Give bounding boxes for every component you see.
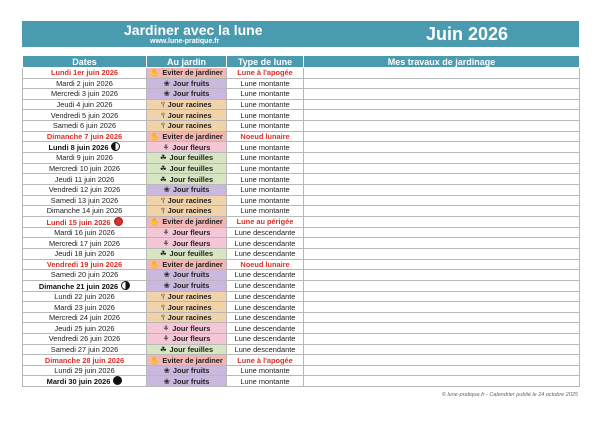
moon-type-label: Lune descendante (234, 344, 296, 354)
hand-icon: ✋ (150, 217, 160, 227)
table-row (23, 120, 580, 131)
table-row (23, 312, 580, 323)
garden-label: Jour fruits (172, 270, 210, 280)
moon-type-label: Lune descendante (234, 228, 296, 238)
moon-type-label: Lune montante (240, 121, 290, 131)
garden-label: Jour fruits (172, 78, 210, 88)
moon-type-label: Noeud lunaire (240, 131, 290, 141)
date-cell (23, 206, 147, 217)
date-label: Vendredi 5 juin 2026 (50, 110, 119, 120)
date-cell (23, 153, 147, 164)
date-label: Samedi 27 juin 2026 (50, 344, 119, 354)
table-row (23, 195, 580, 206)
date-label: Vendredi 19 juin 2026 (46, 259, 123, 269)
date-label: Mercredi 17 juin 2026 (48, 238, 121, 248)
moon-type-label: Lune montante (240, 174, 290, 184)
date-label: Mardi 16 juin 2026 (54, 228, 115, 238)
table-row (23, 259, 580, 270)
date-cell (23, 323, 147, 334)
notes-cell[interactable] (304, 142, 580, 153)
notes-cell[interactable] (304, 365, 580, 376)
carrot-icon: ⫯ (161, 195, 165, 205)
leaf-icon: ☘ (159, 153, 167, 163)
carrot-icon: ⫯ (161, 121, 165, 131)
date-label: Lundi 15 juin 2026 (46, 217, 111, 227)
carrot-icon: ⫯ (161, 302, 165, 312)
garden-cell (147, 78, 227, 89)
table-row (23, 355, 580, 366)
table-header-row (23, 56, 580, 68)
garden-cell (147, 334, 227, 345)
grapes-icon: ❀ (163, 281, 170, 291)
garden-label: Jour racines (167, 121, 212, 131)
garden-cell (147, 238, 227, 249)
moon-type-cell (227, 120, 304, 131)
moon-type-cell (227, 99, 304, 110)
moon-type-cell (227, 334, 304, 345)
notes-cell[interactable] (304, 163, 580, 174)
hand-icon: ✋ (150, 68, 160, 78)
date-label: Mardi 9 juin 2026 (56, 153, 113, 163)
garden-label: Jour racines (167, 110, 212, 120)
garden-label: Jour fleurs (172, 228, 211, 238)
date-cell (23, 291, 147, 302)
table-row (23, 78, 580, 89)
notes-cell[interactable] (304, 68, 580, 79)
garden-label: Eviter de jardiner (162, 355, 223, 365)
hand-icon: ✋ (150, 131, 160, 141)
tulip-icon: ⚘ (162, 238, 170, 248)
date-label: Jeudi 25 juin 2026 (54, 323, 115, 333)
garden-label: Jour racines (167, 291, 212, 301)
page-title: Jardiner avec la lune (124, 22, 263, 38)
moon-type-cell (227, 344, 304, 355)
moon-type-cell (227, 110, 304, 121)
date-label: Vendredi 12 juin 2026 (48, 185, 121, 195)
notes-cell[interactable] (304, 216, 580, 227)
notes-cell[interactable] (304, 78, 580, 89)
notes-cell[interactable] (304, 355, 580, 366)
date-label: Dimanche 14 juin 2026 (46, 206, 123, 216)
moon-phase-icon (111, 142, 120, 151)
date-label: Vendredi 26 juin 2026 (48, 334, 121, 344)
garden-cell (147, 110, 227, 121)
table-row (23, 270, 580, 281)
garden-cell (147, 153, 227, 164)
garden-label: Eviter de jardiner (162, 259, 223, 269)
moon-type-cell (227, 195, 304, 206)
footer-note: © lune-pratique.fr - Calendrier publié le 24 octobre 2025 (441, 392, 578, 398)
garden-cell (147, 184, 227, 195)
notes-cell[interactable] (304, 323, 580, 334)
moon-phase-icon (114, 217, 123, 226)
garden-label: Jour racines (167, 302, 212, 312)
grapes-icon: ❀ (163, 270, 170, 280)
garden-label: Jour feuilles (169, 174, 214, 184)
moon-type-label: Lune montante (240, 78, 290, 88)
table-row (23, 227, 580, 238)
table-row (23, 302, 580, 313)
moon-type-label: Lune montante (240, 195, 290, 205)
garden-cell (147, 365, 227, 376)
garden-cell (147, 291, 227, 302)
moon-type-label: Lune montante (240, 89, 290, 99)
moon-type-label: Lune descendante (234, 238, 296, 248)
moon-type-cell (227, 78, 304, 89)
garden-cell (147, 163, 227, 174)
moon-type-label: Lune montante (240, 100, 290, 110)
garden-label: Jour feuilles (169, 164, 214, 174)
tulip-icon: ⚘ (162, 334, 170, 344)
table-row (23, 153, 580, 164)
date-cell (23, 163, 147, 174)
garden-cell (147, 248, 227, 259)
table-row (23, 334, 580, 345)
carrot-icon: ⫯ (161, 100, 165, 110)
moon-phase-icon (121, 281, 130, 290)
table-row (23, 216, 580, 227)
notes-cell[interactable] (304, 344, 580, 355)
page-header (22, 21, 579, 47)
moon-type-cell (227, 153, 304, 164)
notes-cell[interactable] (304, 270, 580, 281)
notes-cell[interactable] (304, 259, 580, 270)
moon-type-label: Lune descendante (234, 270, 296, 280)
moon-type-cell (227, 163, 304, 174)
carrot-icon: ⫯ (161, 291, 165, 301)
moon-type-cell (227, 291, 304, 302)
moon-type-cell (227, 248, 304, 259)
table-row (23, 344, 580, 355)
moon-type-cell (227, 227, 304, 238)
garden-cell (147, 216, 227, 227)
garden-label: Jour feuilles (169, 344, 214, 354)
date-cell (23, 365, 147, 376)
grapes-icon: ❀ (163, 89, 170, 99)
date-label: Mercredi 24 juin 2026 (48, 313, 121, 323)
date-label: Mardi 23 juin 2026 (54, 302, 115, 312)
notes-cell[interactable] (304, 110, 580, 121)
grapes-icon: ❀ (163, 376, 170, 386)
date-cell (23, 131, 147, 142)
date-label: Mardi 30 juin 2026 (46, 377, 111, 387)
date-cell (23, 334, 147, 345)
date-cell (23, 312, 147, 323)
moon-type-label: Lune montante (240, 366, 290, 376)
garden-label: Jour fleurs (172, 238, 211, 248)
table-row (23, 68, 580, 79)
table-row (23, 248, 580, 259)
garden-cell (147, 195, 227, 206)
notes-cell[interactable] (304, 174, 580, 185)
garden-cell (147, 270, 227, 281)
table-row (23, 376, 580, 387)
notes-cell[interactable] (304, 227, 580, 238)
moon-type-cell (227, 355, 304, 366)
garden-cell (147, 323, 227, 334)
date-cell (23, 110, 147, 121)
moon-type-label: Lune descendante (234, 281, 296, 291)
table-row (23, 99, 580, 110)
garden-label: Jour racines (167, 206, 212, 216)
date-cell (23, 227, 147, 238)
table-row (23, 110, 580, 121)
date-label: Lundi 22 juin 2026 (54, 291, 115, 301)
notes-cell[interactable] (304, 302, 580, 313)
grapes-icon: ❀ (163, 366, 170, 376)
garden-label: Jour fruits (172, 89, 210, 99)
date-label: Jeudi 11 juin 2026 (54, 174, 115, 184)
moon-type-cell (227, 142, 304, 153)
garden-label: Eviter de jardiner (162, 68, 223, 78)
notes-cell[interactable] (304, 238, 580, 249)
garden-cell (147, 312, 227, 323)
moon-type-cell (227, 259, 304, 270)
garden-cell (147, 302, 227, 313)
notes-cell[interactable] (304, 99, 580, 110)
date-cell (23, 68, 147, 79)
date-cell (23, 120, 147, 131)
moon-type-cell (227, 270, 304, 281)
date-cell (23, 89, 147, 100)
moon-type-label: Lune montante (240, 153, 290, 163)
garden-label: Jour fruits (172, 185, 210, 195)
table-row (23, 238, 580, 249)
notes-cell[interactable] (304, 280, 580, 291)
moon-type-label: Lune montante (240, 206, 290, 216)
garden-cell (147, 131, 227, 142)
garden-label: Jour fruits (172, 366, 210, 376)
date-cell (23, 184, 147, 195)
date-label: Samedi 20 juin 2026 (50, 270, 119, 280)
moon-type-cell (227, 302, 304, 313)
date-label: Lundi 8 juin 2026 (48, 143, 109, 153)
garden-label: Jour fleurs (172, 334, 211, 344)
garden-cell (147, 280, 227, 291)
moon-type-label: Noeud lunaire (240, 259, 290, 269)
garden-label: Jour racines (167, 313, 212, 323)
carrot-icon: ⫯ (161, 313, 165, 323)
grapes-icon: ❀ (163, 185, 170, 195)
notes-cell[interactable] (304, 291, 580, 302)
date-label: Mercredi 3 juin 2026 (51, 89, 118, 99)
moon-type-label: Lune descendante (234, 249, 296, 259)
date-label: Jeudi 18 juin 2026 (54, 249, 115, 259)
table-row (23, 365, 580, 376)
date-label: Lundi 29 juin 2026 (54, 366, 115, 376)
notes-cell[interactable] (304, 312, 580, 323)
table-row (23, 206, 580, 217)
date-label: Dimanche 28 juin 2026 (44, 355, 125, 365)
garden-cell (147, 259, 227, 270)
date-cell (23, 99, 147, 110)
leaf-icon: ☘ (159, 174, 167, 184)
garden-label: Eviter de jardiner (162, 131, 223, 141)
month-title: Juin 2026 (426, 24, 509, 44)
date-cell (23, 344, 147, 355)
table-row (23, 174, 580, 185)
date-cell (23, 355, 147, 366)
notes-cell[interactable] (304, 120, 580, 131)
notes-cell[interactable] (304, 89, 580, 100)
notes-cell[interactable] (304, 131, 580, 142)
garden-label: Eviter de jardiner (162, 217, 223, 227)
site-url: www.lune-pratique.fr (150, 38, 220, 45)
garden-cell (147, 99, 227, 110)
moon-type-label: Lune montante (240, 164, 290, 174)
column-header-travaux: Mes travaux de jardinage (304, 56, 580, 68)
notes-cell[interactable] (304, 376, 580, 387)
tulip-icon: ⚘ (162, 323, 170, 333)
moon-type-label: Lune montante (240, 185, 290, 195)
garden-cell (147, 68, 227, 79)
garden-label: Jour fleurs (172, 142, 211, 152)
carrot-icon: ⫯ (161, 206, 165, 216)
notes-cell[interactable] (304, 248, 580, 259)
tulip-icon: ⚘ (162, 142, 170, 152)
date-cell (23, 142, 147, 153)
garden-cell (147, 142, 227, 153)
table-row (23, 280, 580, 291)
date-cell (23, 270, 147, 281)
date-label: Mardi 2 juin 2026 (56, 78, 113, 88)
garden-cell (147, 227, 227, 238)
moon-type-label: Lune à l'apogée (237, 68, 293, 78)
moon-type-cell (227, 174, 304, 185)
table-row (23, 323, 580, 334)
date-cell (23, 302, 147, 313)
table-row (23, 163, 580, 174)
column-header-jardin: Au jardin (147, 56, 227, 68)
moon-type-label: Lune descendante (234, 313, 296, 323)
moon-type-label: Lune à l'apogée (237, 355, 293, 365)
date-label: Samedi 13 juin 2026 (50, 195, 119, 205)
moon-type-label: Lune descendante (234, 291, 296, 301)
notes-cell[interactable] (304, 153, 580, 164)
date-label: Lundi 1er juin 2026 (51, 68, 118, 78)
date-cell (23, 259, 147, 270)
tulip-icon: ⚘ (162, 228, 170, 238)
table-row (23, 291, 580, 302)
date-cell (23, 78, 147, 89)
moon-type-label: Lune descendante (234, 323, 296, 333)
calendar-table (22, 55, 580, 387)
garden-cell (147, 355, 227, 366)
garden-cell (147, 376, 227, 387)
date-cell (23, 195, 147, 206)
moon-type-cell (227, 68, 304, 79)
date-cell (23, 376, 147, 387)
moon-type-cell (227, 206, 304, 217)
garden-cell (147, 174, 227, 185)
moon-type-cell (227, 184, 304, 195)
table-row (23, 131, 580, 142)
garden-cell (147, 344, 227, 355)
moon-type-cell (227, 323, 304, 334)
notes-cell[interactable] (304, 195, 580, 206)
table-row (23, 184, 580, 195)
moon-type-cell (227, 216, 304, 227)
moon-type-label: Lune montante (240, 142, 290, 152)
date-label: Dimanche 21 juin 2026 (38, 281, 119, 291)
moon-type-cell (227, 365, 304, 376)
garden-cell (147, 120, 227, 131)
moon-phase-icon (113, 376, 122, 385)
column-header-lune: Type de lune (227, 56, 304, 68)
moon-type-label: Lune au périgée (236, 217, 294, 227)
garden-label: Jour fleurs (172, 323, 211, 333)
garden-cell (147, 89, 227, 100)
leaf-icon: ☘ (159, 249, 167, 259)
garden-label: Jour racines (167, 195, 212, 205)
date-cell (23, 248, 147, 259)
garden-label: Jour fruits (172, 376, 210, 386)
garden-label: Jour feuilles (169, 153, 214, 163)
date-cell (23, 174, 147, 185)
date-cell (23, 280, 147, 291)
hand-icon: ✋ (150, 355, 160, 365)
date-label: Samedi 6 juin 2026 (52, 121, 117, 131)
leaf-icon: ☘ (159, 164, 167, 174)
garden-label: Jour feuilles (169, 249, 214, 259)
garden-cell (147, 206, 227, 217)
table-row (23, 89, 580, 100)
moon-type-cell (227, 312, 304, 323)
notes-cell[interactable] (304, 334, 580, 345)
date-label: Jeudi 4 juin 2026 (56, 100, 113, 110)
garden-label: Jour fruits (172, 281, 210, 291)
date-label: Dimanche 7 juin 2026 (46, 131, 123, 141)
moon-type-cell (227, 376, 304, 387)
moon-type-cell (227, 280, 304, 291)
grapes-icon: ❀ (163, 78, 170, 88)
date-cell (23, 238, 147, 249)
date-cell (23, 216, 147, 227)
moon-type-label: Lune descendante (234, 334, 296, 344)
notes-cell[interactable] (304, 206, 580, 217)
moon-type-cell (227, 89, 304, 100)
garden-label: Jour racines (167, 100, 212, 110)
moon-type-label: Lune montante (240, 110, 290, 120)
moon-type-cell (227, 238, 304, 249)
moon-type-cell (227, 131, 304, 142)
date-label: Mercredi 10 juin 2026 (48, 164, 121, 174)
moon-type-label: Lune montante (240, 376, 290, 386)
notes-cell[interactable] (304, 184, 580, 195)
table-row (23, 142, 580, 153)
hand-icon: ✋ (150, 259, 160, 269)
column-header-dates: Dates (23, 56, 147, 68)
leaf-icon: ☘ (159, 344, 167, 354)
carrot-icon: ⫯ (161, 110, 165, 120)
moon-type-label: Lune descendante (234, 302, 296, 312)
